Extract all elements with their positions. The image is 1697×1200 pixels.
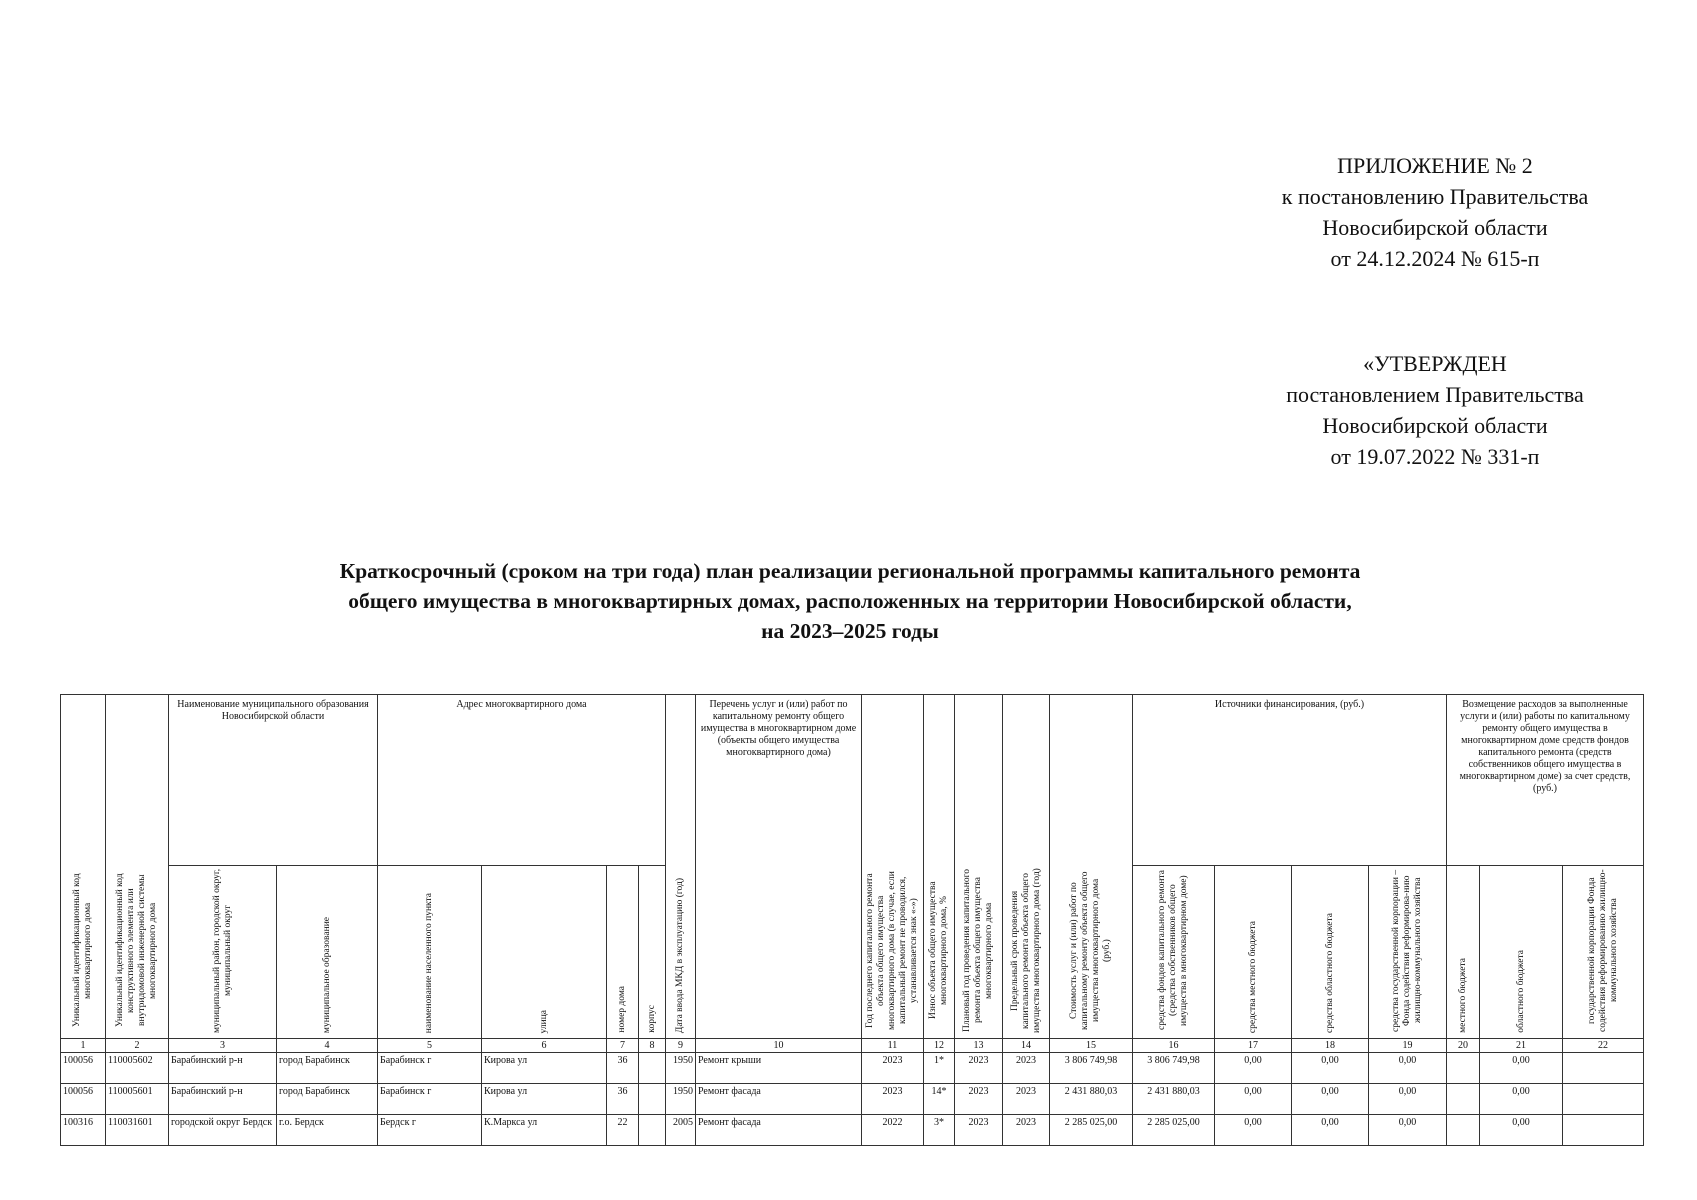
header-uid-element: Уникальный идентификационный код конструктивного элемента или внутридомовой инженерной системы многоквартирного дома: [106, 695, 169, 1039]
appendix-line: к постановлению Правительства: [1281, 184, 1589, 209]
column-number: 12: [924, 1039, 955, 1053]
column-number-row: [61, 1039, 1644, 1053]
cell-street: К.Маркса ул: [482, 1115, 607, 1146]
cell-works-list: Ремонт фасада: [696, 1084, 862, 1115]
cell-house-number: 36: [607, 1084, 639, 1115]
cell-municipal-formation: город Барабинск: [277, 1053, 378, 1084]
appendix-block: [1235, 150, 1635, 274]
cell-deadline: 2023: [1003, 1084, 1050, 1115]
cell-fin-owners: 2 285 025,00: [1133, 1115, 1215, 1146]
column-number: 19: [1369, 1039, 1447, 1053]
cell-reimb-regional: 0,00: [1480, 1084, 1563, 1115]
cell-house-number: 22: [607, 1115, 639, 1146]
cell-commission-date: 1950: [666, 1053, 696, 1084]
column-number: 9: [666, 1039, 696, 1053]
appendix-line: ПРИЛОЖЕНИЕ № 2: [1337, 153, 1533, 178]
header-planned-year: Плановый год проведения капитального ремонта объекта общего имущества многоквартирного дома: [955, 695, 1003, 1039]
cell-wear: 14*: [924, 1084, 955, 1115]
cell-commission-date: 1950: [666, 1084, 696, 1115]
cell-cost: 3 806 749,98: [1050, 1053, 1133, 1084]
cell-fin-owners: 3 806 749,98: [1133, 1053, 1215, 1084]
header-reimb-regional: областного бюджета: [1480, 866, 1563, 1039]
cell-fin-fund: 0,00: [1369, 1053, 1447, 1084]
column-number: 21: [1480, 1039, 1563, 1053]
cell-uid-element: 110031601: [106, 1115, 169, 1146]
cell-last-repair-year: 2022: [862, 1115, 924, 1146]
column-number: 5: [378, 1039, 482, 1053]
cell-uid-house: 100056: [61, 1084, 106, 1115]
column-number: 16: [1133, 1039, 1215, 1053]
header-fin-fund: средства государственной корпорации – Фонда содействия реформирова-нию жилищно-коммунального хозяйства: [1369, 866, 1447, 1039]
title-line: Краткосрочный (сроком на три года) план реализации региональной программы капитального ремонта: [339, 559, 1361, 583]
column-number: 18: [1292, 1039, 1369, 1053]
cell-building: [639, 1084, 666, 1115]
header-address-group: Адрес многоквартирного дома: [378, 695, 666, 866]
column-number: 1: [61, 1039, 106, 1053]
approval-line: постановлением Правительства: [1286, 382, 1584, 407]
cell-uid-element: 110005601: [106, 1084, 169, 1115]
column-number: 4: [277, 1039, 378, 1053]
cell-last-repair-year: 2023: [862, 1053, 924, 1084]
title-line: на 2023–2025 годы: [761, 619, 939, 643]
cell-reimb-fund: [1563, 1115, 1644, 1146]
header-row-groups: [61, 695, 1644, 866]
cell-deadline: 2023: [1003, 1053, 1050, 1084]
cell-wear: 1*: [924, 1053, 955, 1084]
cell-building: [639, 1053, 666, 1084]
cell-building: [639, 1115, 666, 1146]
cell-reimb-local: [1447, 1053, 1480, 1084]
cell-fin-regional: 0,00: [1292, 1115, 1369, 1146]
cell-reimb-fund: [1563, 1084, 1644, 1115]
table-row: [61, 1053, 1644, 1084]
cell-street: Кирова ул: [482, 1084, 607, 1115]
approval-line: Новосибирской области: [1322, 413, 1548, 438]
column-number: 11: [862, 1039, 924, 1053]
column-number: 20: [1447, 1039, 1480, 1053]
cell-uid-element: 110005602: [106, 1053, 169, 1084]
header-municipality-group: Наименование муниципального образования Новосибирской области: [169, 695, 378, 866]
header-deadline: Предельный срок проведения капитального ремонта объекта общего имущества многоквартирного дома (год): [1003, 695, 1050, 1039]
column-number: 8: [639, 1039, 666, 1053]
cell-planned-year: 2023: [955, 1115, 1003, 1146]
column-number: 17: [1215, 1039, 1292, 1053]
cell-municipal-district: Барабинский р-н: [169, 1084, 277, 1115]
column-number: 2: [106, 1039, 169, 1053]
cell-municipal-district: Барабинский р-н: [169, 1053, 277, 1084]
approval-line: от 19.07.2022 № 331-п: [1330, 444, 1540, 469]
cell-cost: 2 285 025,00: [1050, 1115, 1133, 1146]
cell-fin-regional: 0,00: [1292, 1084, 1369, 1115]
cell-works-list: Ремонт фасада: [696, 1115, 862, 1146]
header-municipal-formation: муниципальное образование: [277, 866, 378, 1039]
cell-municipal-district: городской округ Бердск: [169, 1115, 277, 1146]
column-number: 6: [482, 1039, 607, 1053]
approval-line: «УТВЕРЖДЕН: [1363, 351, 1507, 376]
column-number: 10: [696, 1039, 862, 1053]
cell-planned-year: 2023: [955, 1053, 1003, 1084]
cell-planned-year: 2023: [955, 1084, 1003, 1115]
header-fin-regional: средства областного бюджета: [1292, 866, 1369, 1039]
cell-fin-local: 0,00: [1215, 1084, 1292, 1115]
cell-fin-local: 0,00: [1215, 1115, 1292, 1146]
header-fin-owners: средства фондов капитального ремонта (средства собственников общего имущества в многоквартирном доме): [1133, 866, 1215, 1039]
cell-municipal-formation: г.о. Бердск: [277, 1115, 378, 1146]
header-uid-house: Уникальный идентификационный код многоквартирного дома: [61, 695, 106, 1039]
column-number: 22: [1563, 1039, 1644, 1053]
cell-fin-local: 0,00: [1215, 1053, 1292, 1084]
cell-house-number: 36: [607, 1053, 639, 1084]
header-cost: Стоимость услуг и (или) работ по капитальному ремонту объекта общего имущества многоквартирного дома (руб.): [1050, 695, 1133, 1039]
cell-street: Кирова ул: [482, 1053, 607, 1084]
column-number: 13: [955, 1039, 1003, 1053]
appendix-line: от 24.12.2024 № 615-п: [1330, 246, 1540, 271]
cell-reimb-fund: [1563, 1053, 1644, 1084]
cell-works-list: Ремонт крыши: [696, 1053, 862, 1084]
cell-settlement: Барабинск г: [378, 1053, 482, 1084]
document-title: [160, 556, 1540, 646]
cell-commission-date: 2005: [666, 1115, 696, 1146]
cell-settlement: Бердск г: [378, 1115, 482, 1146]
header-works-list: Перечень услуг и (или) работ по капитальному ремонту общего имущества в многоквартирном доме (объекты общего имущества многоквартирного дома): [696, 695, 862, 1039]
cell-uid-house: 100056: [61, 1053, 106, 1084]
header-house-number: номер дома: [607, 866, 639, 1039]
header-building: корпус: [639, 866, 666, 1039]
table-row: [61, 1115, 1644, 1146]
cell-settlement: Барабинск г: [378, 1084, 482, 1115]
header-fin-local: средства местного бюджета: [1215, 866, 1292, 1039]
cell-wear: 3*: [924, 1115, 955, 1146]
cell-uid-house: 100316: [61, 1115, 106, 1146]
header-commission-date: Дата ввода МКД в эксплуатацию (год): [666, 695, 696, 1039]
cell-reimb-local: [1447, 1084, 1480, 1115]
column-number: 7: [607, 1039, 639, 1053]
header-settlement: наименование населенного пункта: [378, 866, 482, 1039]
header-financing-group: Источники финансирования, (руб.): [1133, 695, 1447, 866]
table-row: [61, 1084, 1644, 1115]
title-line: общего имущества в многоквартирных домах, расположенных на территории Новосибирской области,: [348, 589, 1352, 613]
header-reimb-fund: государственной корпорации Фонда содействия реформированию жилищно-коммунального хозяйства: [1563, 866, 1644, 1039]
cell-fin-fund: 0,00: [1369, 1084, 1447, 1115]
cell-last-repair-year: 2023: [862, 1084, 924, 1115]
header-last-repair-year: Год последнего капитального ремонта объекта общего имущества многоквартирного дома (в случае, если капитальный ремонт не проводился, устанавливается знак «-»): [862, 695, 924, 1039]
cell-reimb-regional: 0,00: [1480, 1053, 1563, 1084]
header-wear: Износ объекта общего имущества многоквартирного дома, %: [924, 695, 955, 1039]
column-number: 15: [1050, 1039, 1133, 1053]
cell-cost: 2 431 880,03: [1050, 1084, 1133, 1115]
header-street: улица: [482, 866, 607, 1039]
column-number: 3: [169, 1039, 277, 1053]
cell-fin-fund: 0,00: [1369, 1115, 1447, 1146]
header-reimb-local: местного бюджета: [1447, 866, 1480, 1039]
appendix-line: Новосибирской области: [1322, 215, 1548, 240]
cell-municipal-formation: город Барабинск: [277, 1084, 378, 1115]
plan-table: [60, 694, 1644, 1146]
approval-block: [1235, 348, 1635, 472]
cell-reimb-local: [1447, 1115, 1480, 1146]
cell-fin-regional: 0,00: [1292, 1053, 1369, 1084]
column-number: 14: [1003, 1039, 1050, 1053]
header-municipal-district: муниципальный район, городской округ, муниципальный округ: [169, 866, 277, 1039]
header-reimbursement-group: Возмещение расходов за выполненные услуги и (или) работы по капитальному ремонту общего имущества в многоквартирном доме средств фондов капитального ремонта (средств собственников общего имущества в многоквартирном доме) за счет средств, (руб.): [1447, 695, 1644, 866]
cell-fin-owners: 2 431 880,03: [1133, 1084, 1215, 1115]
cell-reimb-regional: 0,00: [1480, 1115, 1563, 1146]
cell-deadline: 2023: [1003, 1115, 1050, 1146]
